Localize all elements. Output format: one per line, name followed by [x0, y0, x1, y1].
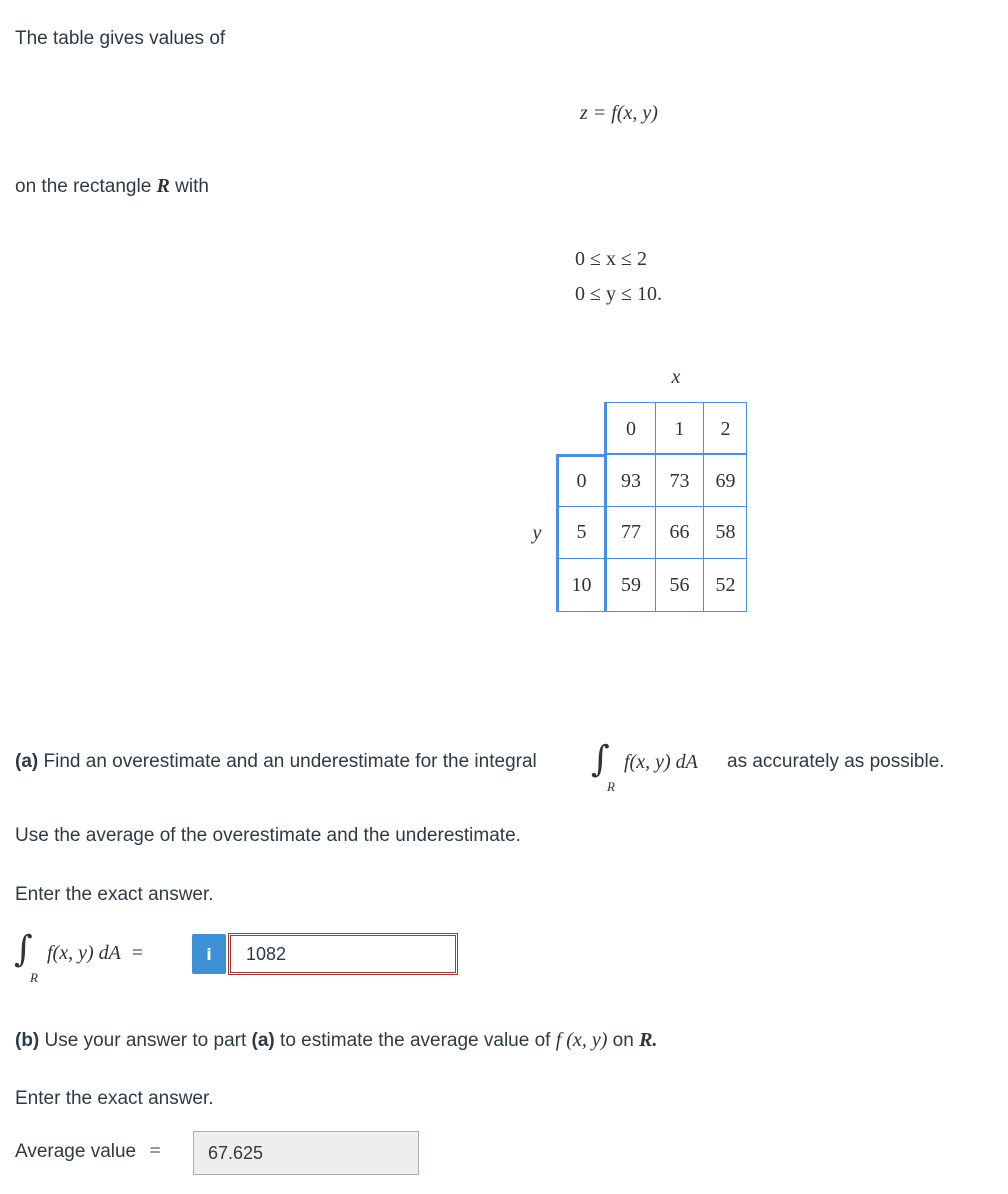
info-icon[interactable]: i — [192, 934, 226, 974]
average-value-label: Average value = — [15, 1140, 161, 1162]
x-axis-label: x — [671, 365, 681, 388]
integral-answer-input[interactable]: 1082 — [228, 933, 458, 975]
y-value: 5 — [576, 521, 587, 543]
part-a-question: (a) Find an overestimate and an underestimate for the integral — [15, 751, 537, 772]
y-range: 0 ≤ y ≤ 10. — [575, 283, 662, 305]
y-axis-label: y — [532, 521, 542, 544]
table-cell: 59 — [621, 573, 641, 596]
table-cell: 93 — [621, 469, 641, 492]
x-value: 0 — [626, 417, 636, 440]
y-value: 10 — [571, 573, 592, 596]
integral-region: R — [607, 779, 615, 794]
rectangle-text: on the rectangle R with — [15, 175, 209, 197]
table-cell: 66 — [669, 521, 690, 543]
intro-text: The table gives values of — [15, 28, 226, 49]
average-value-input[interactable]: 67.625 — [193, 1131, 419, 1175]
function-equation: z = f(x, y) — [580, 102, 658, 124]
table-cell: 77 — [621, 521, 641, 543]
table-cell: 73 — [669, 469, 690, 492]
x-range: 0 ≤ x ≤ 2 — [575, 248, 647, 270]
integral-icon: ∫ — [591, 739, 610, 780]
integral-icon: ∫ — [14, 929, 33, 970]
integral-lhs: f(x, y) dA = — [47, 942, 144, 964]
exact-answer-prompt-b: Enter the exact answer. — [15, 1088, 214, 1109]
integrand: f(x, y) dA — [624, 751, 698, 773]
part-b-question: (b) Use your answer to part (a) to estimate the average value of f (x, y) on R. — [15, 1029, 658, 1051]
table-cell: 56 — [669, 573, 690, 596]
part-a-question-end: as accurately as possible. — [727, 751, 945, 772]
integral-region: R — [30, 970, 38, 985]
y-value: 0 — [576, 469, 587, 492]
x-value: 1 — [674, 417, 685, 440]
table-cell: 58 — [715, 521, 736, 543]
table-cell: 69 — [715, 469, 736, 492]
average-instruction: Use the average of the overestimate and the underestimate. — [15, 825, 521, 846]
table-cell: 52 — [715, 573, 736, 596]
exact-answer-prompt-a: Enter the exact answer. — [15, 884, 214, 905]
x-value: 2 — [720, 417, 731, 440]
